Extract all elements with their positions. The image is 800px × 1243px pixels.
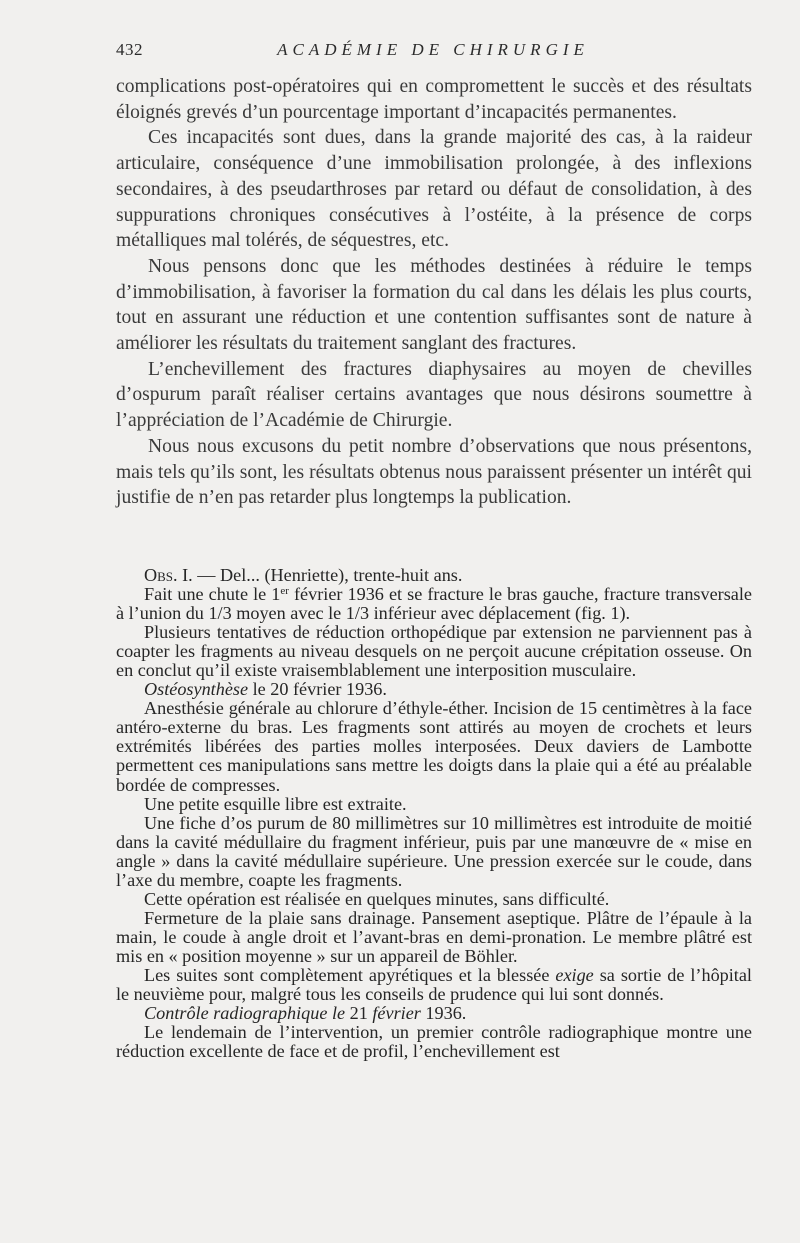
observation-heading [116,566,752,585]
paragraph-incapacites: Ces incapacités sont dues, dans la grande majorité des cas, à la raideur articulaire, conséquence d’une immobilisation prolongée, à des inflexions secondaires, à des pseudarthroses par retard ou défaut de consolidation, à des suppurations chroniques consécutives à l’ostéite, à la présence de corps métalliques mal tolérés, de séquestres, etc. [116,127,752,252]
controle-label: Contrôle radiographique [144,1003,328,1024]
osteosynthese-label: Ostéosynthèse [144,679,249,700]
running-title: ACADÉMIE DE CHIRURGIE [277,40,589,59]
paragraph-methodes: Nous pensons donc que les méthodes destinées à réduire le temps d’immobilisation, à favoriser la formation du cal dans les délais les plus courts, tout en assurant une réduction et une contention suffisantes sont de nature à améliorer les résultats du traitement sanglant des fractures. [116,255,752,355]
page-header [116,40,750,64]
observation-patient: — Del... (Henriette), trente-huit ans. [192,565,463,585]
page-number: 432 [116,40,143,59]
paragraph-excuses: Nous nous excusons du petit nombre d’observations que nous présentons, mais tels qu’ils sont, les résultats obtenus nous paraissent présenter un intérêt qui justifie de n’en pas retarder plus longtemps la publication. [116,435,752,509]
osteosynthese-heading [116,680,752,699]
introduction-text [116,74,752,511]
paragraph-fermeture: Fermeture de la plaie sans drainage. Pansement aseptique. Plâtre de l’épaule à la main, le coude à angle droit et l’avant-bras en demi-pronation. Le membre plâtré est mis en « position moyenne » sur un appareil de Böhler. [116,907,752,966]
paragraph-anesthesie: Anesthésie générale au chlorure d’éthyle-éther. Incision de 15 centimètres à la face antéro-externe du bras. Les fragments sont attirés au moyen de crochets et leurs extrémités libérées des parties molles interposées. Deux daviers de Lambotte permettent ces manipulations sans mettre les doigts dans la plaie qui a été au préalable bordée de compresses. [116,698,752,795]
controle-heading: Contrôle radiographique le 21 février 1936. [144,1003,467,1024]
controle-year: 1936. [420,1003,467,1024]
controle-month: février [367,1003,421,1024]
paragraph-enchevillement: L’enchevillement des fractures diaphysaires au moyen de chevilles d’ospurum paraît réaliser certains avantages que nous désirons soumettre à l’appréciation de l’Académie de Chirurgie. [116,358,752,432]
paragraph-complications: complications post-opératoires qui en compromettent le succès et des résultats éloignés grevés d’un pourcentage important d’incapacités permanentes. [116,76,752,123]
osteosynthese-date: le 20 février 1936. [248,679,387,700]
ordinal-superscript: er [280,585,289,598]
controle-day: 21 [349,1003,368,1024]
paragraph-esquille: Une petite esquille libre est extraite. [144,793,407,814]
paragraph-suites: Les suites sont complètement apyrétiques et la blessée exige sa sortie de l’hôpital le neuvième pour, malgré tous les conseils de prudence qui lui sont donnés. [116,964,752,1005]
paragraph-chute: Fait une chute le 1er février 1936 et se fracture le bras gauche, fracture transversale à l’union du 1/3 moyen avec le 1/3 inférieur avec déplacement (fig. 1). [116,584,752,624]
observation-section [116,566,752,1061]
emphasis-exige: exige [555,964,594,985]
paragraph-tentatives: Plusieurs tentatives de réduction orthopédique par extension ne parviennent pas à coapter les fragments au niveau desquels on ne perçoit aucune crépitation osseuse. On en conclut qu’il existe vraisemblablement une interposition musculaire. [116,622,752,681]
paragraph-operation: Cette opération est réalisée en quelques minutes, sans difficulté. [144,888,610,909]
paragraph-lendemain: Le lendemain de l’intervention, un premier contrôle radiographique montre une réduction excellente de face et de profil, l’enchevillement est [116,1022,752,1062]
observation-label: Obs. I. [144,565,193,585]
paragraph-fiche: Une fiche d’os purum de 80 millimètres sur 10 millimètres est introduite de moitié dans la cavité médullaire du fragment inférieur, puis par une manœuvre de « mise en angle » dans la cavité médullaire supérieure. Une pression exercée sur le coude, dans l’axe du membre, coapte les fragments. [116,812,752,890]
